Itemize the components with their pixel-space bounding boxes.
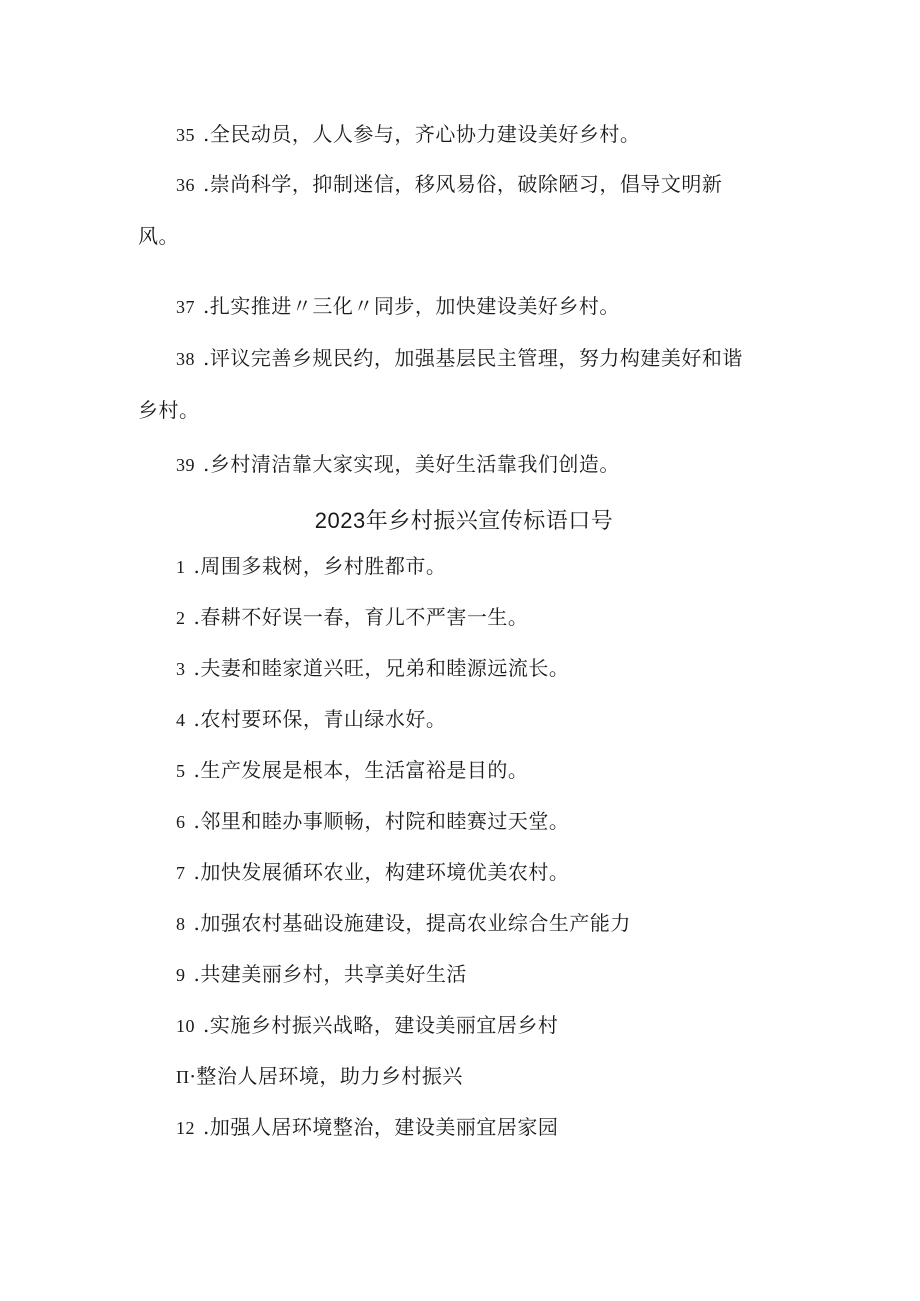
list-item-7 bbox=[176, 860, 569, 885]
list-item-36 bbox=[176, 172, 722, 197]
item-text: .周围多栽树，乡村胜都市。 bbox=[193, 554, 447, 578]
item-number: 4 bbox=[176, 710, 186, 730]
list-item-6 bbox=[176, 809, 569, 834]
item-text: .春耕不好误一春，育儿不严害一生。 bbox=[193, 605, 529, 629]
item-text: .全民动员，人人参与，齐心协力建设美好乡村。 bbox=[203, 122, 641, 146]
item-number: 39 bbox=[176, 455, 195, 475]
list-item-4 bbox=[176, 707, 446, 732]
list-item-12 bbox=[176, 1115, 558, 1140]
list-item-9 bbox=[176, 962, 467, 987]
list-item-5 bbox=[176, 758, 528, 783]
item-number: 35 bbox=[176, 125, 195, 145]
list-item-36-continuation: 风。 bbox=[138, 224, 179, 248]
item-number: Π bbox=[176, 1067, 190, 1087]
list-item-38 bbox=[176, 346, 743, 371]
list-item-2 bbox=[176, 605, 528, 630]
list-item-3 bbox=[176, 656, 569, 681]
list-item-37 bbox=[176, 294, 620, 319]
item-text: .农村要环保，青山绿水好。 bbox=[193, 707, 447, 731]
item-number: 1 bbox=[176, 557, 186, 577]
list-item-35 bbox=[176, 122, 640, 147]
list-item-8 bbox=[176, 911, 631, 936]
section-title: 2023年乡村振兴宣传标语口号 bbox=[314, 508, 614, 533]
item-number: 2 bbox=[176, 608, 186, 628]
item-text: .夫妻和睦家道兴旺，兄弟和睦源远流长。 bbox=[193, 656, 570, 680]
item-text: .生产发展是根本，生活富裕是目的。 bbox=[193, 758, 529, 782]
item-text: .崇尚科学，抑制迷信，移风易俗，破除陋习，倡导文明新 bbox=[203, 172, 723, 196]
item-number: 36 bbox=[176, 175, 195, 195]
item-number: 3 bbox=[176, 659, 186, 679]
item-text: .乡村清洁靠大家实现，美好生活靠我们创造。 bbox=[203, 452, 620, 476]
item-text: ·整治人居环境，助力乡村振兴 bbox=[189, 1064, 463, 1088]
item-number: 38 bbox=[176, 349, 195, 369]
list-item-11 bbox=[176, 1064, 463, 1089]
item-number: 5 bbox=[176, 761, 186, 781]
item-text: .加快发展循环农业，构建环境优美农村。 bbox=[193, 860, 570, 884]
item-text: .评议完善乡规民约，加强基层民主管理，努力构建美好和谐 bbox=[203, 346, 743, 370]
item-number: 12 bbox=[176, 1118, 195, 1138]
item-text: .加强人居环境整治，建设美丽宜居家园 bbox=[203, 1115, 559, 1139]
item-text: .邻里和睦办事顺畅，村院和睦赛过天堂。 bbox=[193, 809, 570, 833]
item-number: 7 bbox=[176, 863, 186, 883]
item-text: .扎实推进〃三化〃同步，加快建设美好乡村。 bbox=[203, 294, 620, 318]
item-text: .实施乡村振兴战略，建设美丽宜居乡村 bbox=[203, 1013, 559, 1037]
item-number: 6 bbox=[176, 812, 186, 832]
item-text: .共建美丽乡村，共享美好生活 bbox=[193, 962, 467, 986]
list-item-38-continuation: 乡村。 bbox=[138, 398, 200, 422]
list-item-39 bbox=[176, 452, 620, 477]
item-number: 10 bbox=[176, 1016, 195, 1036]
list-item-1 bbox=[176, 554, 446, 579]
item-number: 8 bbox=[176, 914, 186, 934]
list-item-10 bbox=[176, 1013, 558, 1038]
item-text: .加强农村基础设施建设，提高农业综合生产能力 bbox=[193, 911, 631, 935]
item-number: 37 bbox=[176, 297, 195, 317]
item-number: 9 bbox=[176, 965, 186, 985]
